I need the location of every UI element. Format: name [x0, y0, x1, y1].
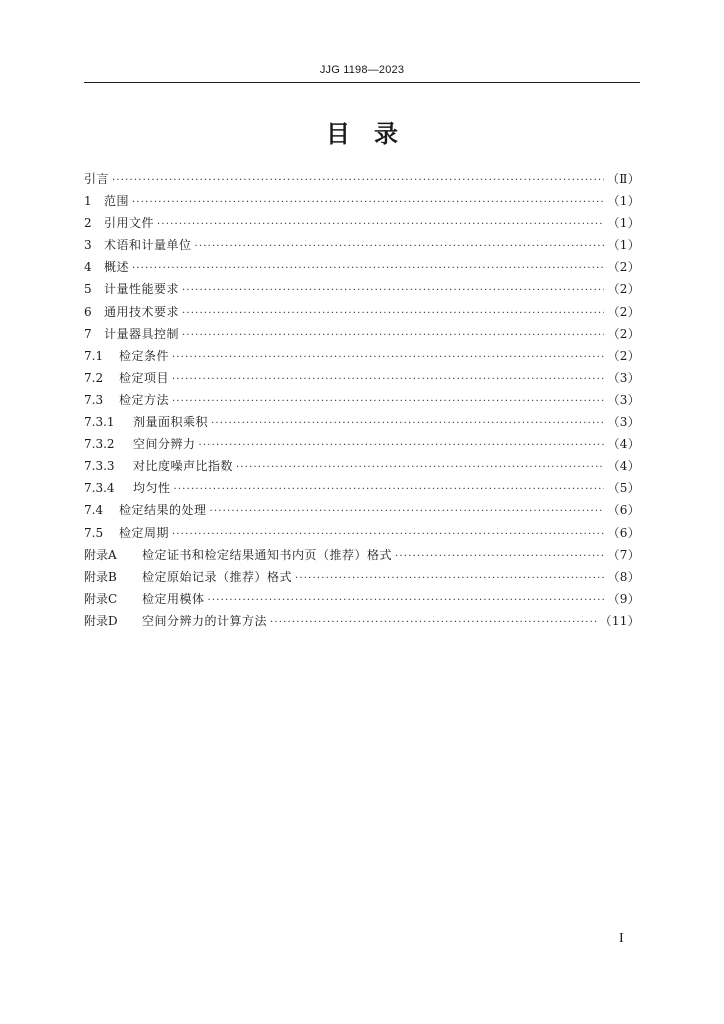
toc-entry-number: 7.3.1	[84, 415, 115, 430]
toc-dot-leader	[172, 347, 604, 369]
toc-entry-page: （2）	[607, 282, 640, 297]
toc-entry	[84, 455, 640, 477]
toc-entry-number: 1	[84, 194, 92, 209]
toc-entry	[84, 256, 640, 278]
toc-entry-title: 检定用模体	[142, 591, 205, 606]
toc-title: 目 录	[326, 120, 398, 148]
toc-entry-title: 检定原始记录（推荐）格式	[142, 569, 293, 584]
toc-entry-page: （3）	[607, 415, 640, 430]
toc-entry-title: 术语和计量单位	[104, 238, 192, 253]
toc-entry-number: 2	[84, 216, 92, 231]
toc-entry-page: （6）	[607, 525, 640, 540]
toc-entry-page: （2）	[607, 304, 640, 319]
toc-entry	[84, 389, 640, 411]
toc-entry-number: 附录A	[84, 547, 117, 562]
toc-entry-title: 引用文件	[104, 216, 155, 231]
toc-entry-page: （1）	[607, 194, 640, 209]
toc-entry-page: （1）	[607, 216, 640, 231]
toc-dot-leader	[199, 435, 605, 457]
toc-entry-number: 7.1	[84, 348, 104, 363]
toc-entry-title: 对比度噪声比指数	[133, 459, 234, 474]
toc-dot-leader	[395, 546, 604, 568]
toc-entry-page: （9）	[607, 591, 640, 606]
toc-entry-title: 均匀性	[133, 481, 171, 496]
toc-entry-number: 4	[84, 260, 92, 275]
toc-entry	[84, 278, 640, 300]
toc-entry-number: 附录B	[84, 569, 117, 584]
toc-entry-page: （3）	[607, 370, 640, 385]
toc-entry-page: （3）	[607, 392, 640, 407]
toc-dot-leader	[182, 325, 604, 347]
toc-entry-number: 附录C	[84, 591, 118, 606]
toc-entry-title: 检定周期	[119, 525, 170, 540]
toc-entry-page: （Ⅱ）	[606, 172, 640, 186]
toc-entry-page: （2）	[607, 260, 640, 275]
toc-dot-leader	[210, 501, 605, 523]
toc-entry	[84, 301, 640, 323]
toc-entry-title: 检定方法	[119, 392, 170, 407]
toc-entry-number: 7	[84, 326, 92, 341]
toc-dot-leader	[295, 568, 604, 590]
toc-entry	[84, 190, 640, 212]
toc-entry-page: （8）	[607, 569, 640, 584]
toc-entry-title: 计量性能要求	[104, 282, 180, 297]
toc-dot-leader	[157, 214, 604, 236]
document-code-header: JJG 1198—2023	[319, 64, 405, 76]
toc-entry-title: 通用技术要求	[104, 304, 180, 319]
toc-entry-page: （5）	[607, 481, 640, 496]
toc-entry	[84, 212, 640, 234]
toc-entry-title: 引言	[84, 172, 110, 186]
toc-entry	[84, 367, 640, 389]
toc-entry-page: （7）	[607, 547, 640, 562]
toc-entry-page: （2）	[607, 348, 640, 363]
header-rule	[84, 82, 640, 83]
toc-dot-leader	[208, 590, 605, 612]
toc-dot-leader	[172, 524, 604, 546]
toc-dot-leader	[195, 236, 605, 258]
toc-entry-number: 7.3.3	[84, 459, 115, 474]
toc-dot-leader	[132, 258, 604, 280]
toc-entry	[84, 234, 640, 256]
toc-dot-leader	[236, 457, 604, 479]
table-of-contents	[84, 168, 640, 632]
toc-entry-title: 剂量面积乘积	[133, 415, 209, 430]
toc-entry	[84, 610, 640, 632]
toc-entry-number: 7.3.4	[84, 481, 115, 496]
toc-entry	[84, 323, 640, 345]
toc-entry-page: （6）	[607, 503, 640, 518]
toc-entry-number: 7.5	[84, 525, 104, 540]
toc-entry	[84, 433, 640, 455]
toc-entry-number: 7.3	[84, 392, 104, 407]
toc-dot-leader	[174, 479, 605, 501]
toc-entry	[84, 522, 640, 544]
toc-entry-title: 空间分辨力的计算方法	[142, 613, 268, 628]
toc-entry-title: 计量器具控制	[104, 326, 180, 341]
toc-dot-leader	[270, 612, 597, 634]
toc-entry	[84, 477, 640, 499]
toc-entry-page: （11）	[599, 613, 640, 628]
toc-entry-number: 5	[84, 282, 92, 297]
toc-entry-title: 概述	[104, 260, 130, 275]
toc-dot-leader	[132, 192, 604, 214]
toc-dot-leader	[112, 170, 604, 192]
toc-entry-page: （4）	[607, 437, 640, 452]
toc-entry	[84, 566, 640, 588]
toc-entry-title: 检定证书和检定结果通知书内页（推荐）格式	[142, 547, 393, 562]
toc-entry-number: 7.4	[84, 503, 104, 518]
toc-entry-title: 检定项目	[119, 370, 170, 385]
toc-dot-leader	[172, 391, 604, 413]
toc-entry	[84, 345, 640, 367]
toc-entry-title: 检定条件	[119, 348, 170, 363]
toc-entry	[84, 168, 640, 190]
toc-entry-number: 3	[84, 238, 92, 253]
toc-entry-number: 7.3.2	[84, 437, 115, 452]
toc-entry	[84, 499, 640, 521]
toc-entry-title: 空间分辨力	[133, 437, 196, 452]
toc-entry-number: 6	[84, 304, 92, 319]
toc-entry-number: 附录D	[84, 613, 118, 628]
toc-entry-page: （2）	[607, 326, 640, 341]
toc-entry-page: （4）	[607, 459, 640, 474]
toc-dot-leader	[172, 369, 604, 391]
toc-entry	[84, 588, 640, 610]
toc-entry	[84, 411, 640, 433]
toc-dot-leader	[182, 303, 604, 325]
page-number: I	[619, 931, 624, 946]
toc-entry	[84, 544, 640, 566]
toc-dot-leader	[182, 280, 604, 302]
toc-entry-title: 检定结果的处理	[119, 503, 207, 518]
toc-entry-page: （1）	[607, 238, 640, 253]
toc-entry-title: 范围	[104, 194, 130, 209]
toc-dot-leader	[211, 413, 604, 435]
toc-entry-number: 7.2	[84, 370, 104, 385]
